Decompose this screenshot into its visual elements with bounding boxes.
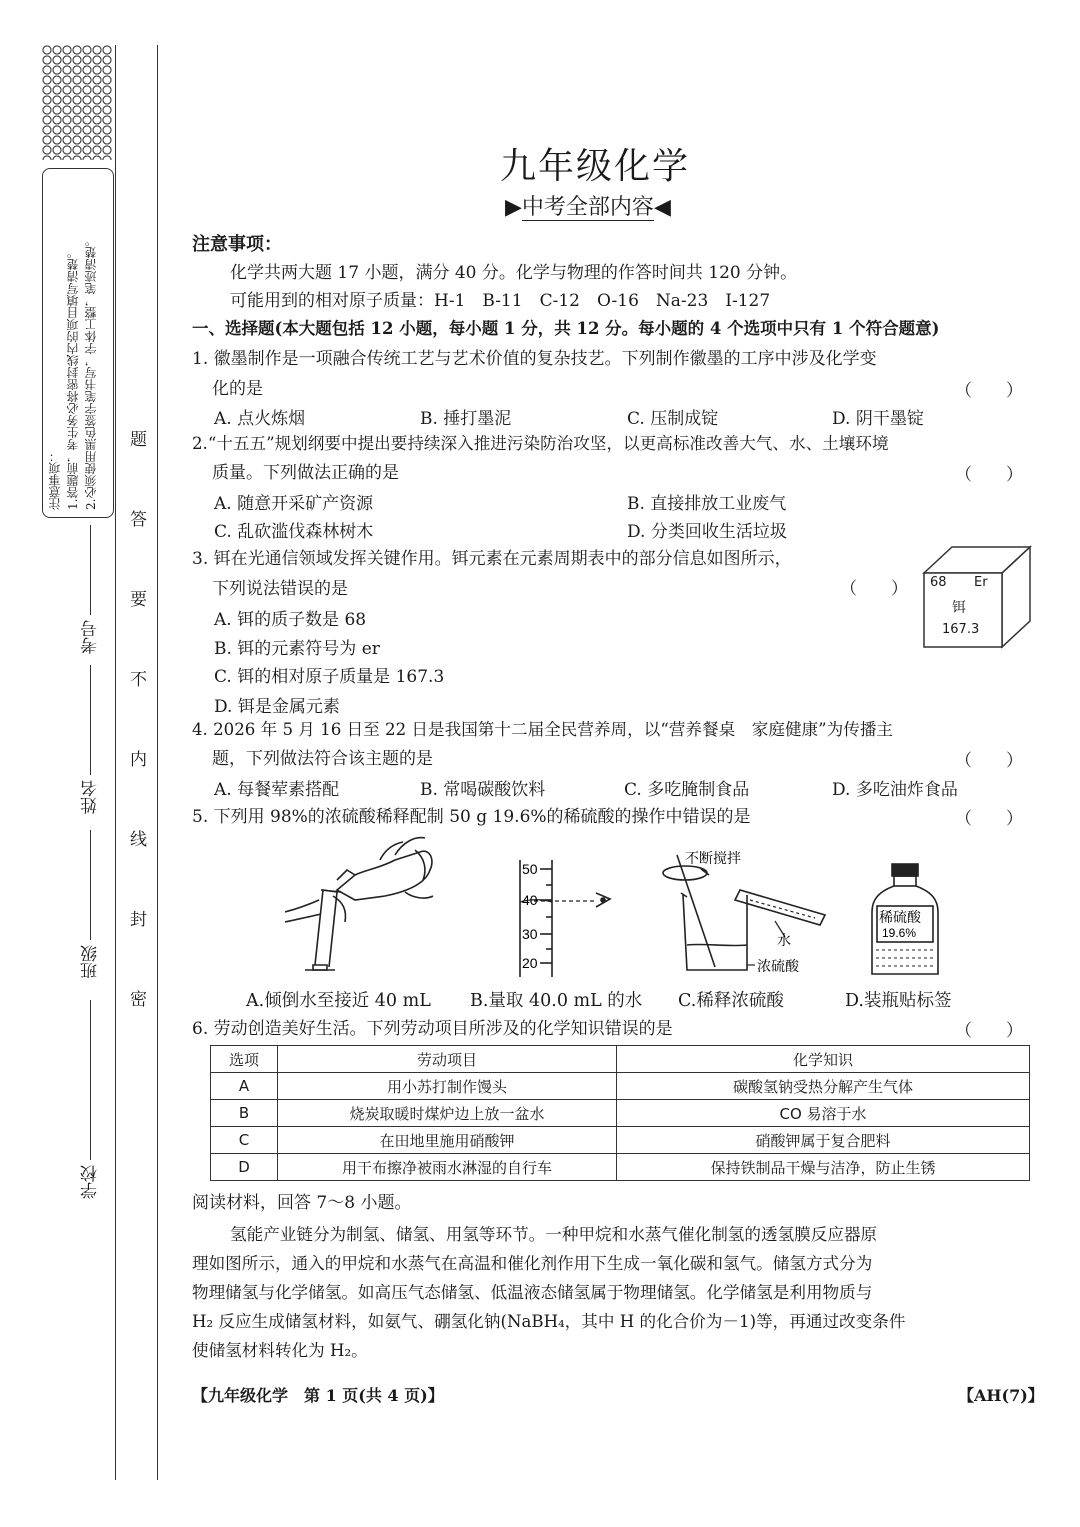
table-cell: CO 易溶于水 [617,1100,1030,1127]
element-symbol: Er [974,575,988,590]
seal-word: 不 [130,670,147,690]
q3-option-a: A. 铒的质子数是 68 [214,610,367,630]
q1-stem-line1: 1. 徽墨制作是一项融合传统工艺与艺术价值的复杂技艺。下列制作徽墨的工序中涉及化学变 [192,349,877,369]
table-row [211,1127,1030,1154]
notice-heading: 注意事项： [192,234,282,255]
reading-intro: 阅读材料，回答 7～8 小题。 [192,1193,412,1213]
field-class-line[interactable] [90,830,91,940]
q1-option-d: D. 阴干墨锭 [832,409,924,429]
q3-option-c: C. 铒的相对原子质量是 167.3 [214,667,445,687]
cylinder-tick-label: 40 [522,892,538,908]
field-name-label: 姓名 [81,780,101,814]
q2-stem-line2: 质量。下列做法正确的是 [212,463,399,483]
cylinder-tick-label: 30 [522,926,538,942]
q1-option-a: A. 点火炼烟 [214,409,306,429]
q4-option-d: D. 多吃油炸食品 [832,780,958,800]
cylinder-reading-illustration [510,855,640,980]
seal-word: 题 [130,430,147,450]
q5-answer-blank[interactable]: （ ） [955,809,1023,829]
notes-title: 注意事项： [48,450,62,510]
table-header-row [211,1046,1030,1073]
table-cell: D [211,1154,278,1181]
table-cell: 保持铁制品干燥与洁净，防止生锈 [617,1154,1030,1181]
q2-option-a: A. 随意开采矿产资源 [214,494,374,514]
q5-caption-c: C.稀释浓硫酸 [678,991,784,1011]
field-id-line[interactable] [90,525,91,615]
q3-stem-line2: 下列说法错误的是 [212,579,348,599]
notice-line-2: 可能用到的相对原子质量：H-1 B-11 C-12 O-16 Na-23 I-127 [230,291,771,311]
water-label: 水 [777,933,791,949]
q1-option-c: C. 压制成锭 [627,409,719,429]
reading-line-1: 氢能产业链分为制氢、储氢、用氢等环节。一种甲烷和水蒸气催化制氢的透氢膜反应器原 [230,1225,878,1244]
dilution-illustration [655,845,835,980]
table-cell: C [211,1127,278,1154]
reading-line-4: H₂ 反应生成储氢材料，如氨气、硼氢化钠(NaBH₄，其中 H 的化合价为－1)等，再通过改变条件 [192,1312,906,1331]
q2-option-c: C. 乱砍滥伐森林树木 [214,522,374,542]
table-header: 化学知识 [617,1046,1030,1073]
decorative-circles [42,45,112,160]
q2-stem-line1: 2.“十五五”规划纲要中提出要持续深入推进污染防治攻坚，以更高标准改善大气、水、土壤环境 [192,434,889,453]
table-cell: 硝酸钾属于复合肥料 [617,1127,1030,1154]
bottle-label-concentration: 19.6% [882,926,917,940]
q3-stem-line1: 3. 铒在光通信领域发挥关键作用。铒元素在元素周期表中的部分信息如图所示， [192,549,792,569]
reading-line-2: 理如图所示，通入的甲烷和水蒸气在高温和催化剂作用下生成一氧化碳和氢气。储氢方式分为 [192,1254,873,1273]
seal-word: 线 [130,830,147,850]
q3-option-b: B. 铒的元素符号为 er [214,639,380,659]
q5-caption-a: A.倾倒水至接近 40 mL [246,991,431,1011]
footer-code: 【AH(7)】 [958,1386,1044,1405]
q6-table [210,1045,1030,1181]
stir-label: 不断搅拌 [685,851,741,867]
note-1: 1.答题前，考生务必将密封线内的项目填写清楚。 [66,246,80,510]
q6-answer-blank[interactable]: （ ） [955,1021,1023,1041]
element-name: 铒 [952,600,966,616]
q5-caption-d: D.装瓶贴标签 [845,991,952,1011]
table-row [211,1100,1030,1127]
field-name-line[interactable] [90,665,91,775]
acid-label: 浓硫酸 [757,959,799,975]
q4-answer-blank[interactable]: （ ） [955,751,1023,771]
triangle-right-icon: ▶ [505,195,522,220]
q1-stem-line2: 化的是 [212,379,263,399]
q4-stem-line2: 题，下列做法符合该主题的是 [212,749,433,769]
q2-answer-blank[interactable]: （ ） [955,465,1023,485]
table-cell: 用小苏打制作馒头 [278,1073,617,1100]
footer-page-info: 【九年级化学 第 1 页(共 4 页)】 [192,1386,444,1405]
element-cell-figure [922,545,1032,650]
seal-word: 密 [130,990,147,1010]
q6-stem: 6. 劳动创造美好生活。下列劳动项目所涉及的化学知识错误的是 [192,1019,673,1039]
table-row [211,1154,1030,1181]
seal-word: 内 [130,750,147,770]
notice-line-1: 化学共两大题 17 小题，满分 40 分。化学与物理的作答时间共 120 分钟。 [230,263,798,283]
cylinder-tick-label: 50 [522,861,538,877]
element-mass: 167.3 [942,622,980,637]
reagent-bottle-illustration [868,862,943,980]
seal-word: 答 [130,510,147,530]
table-cell: B [211,1100,278,1127]
element-number: 68 [930,575,947,590]
q1-option-b: B. 捶打墨泥 [420,409,512,429]
table-row [211,1073,1030,1100]
q5-stem: 5. 下列用 98%的浓硫酸稀释配制 50 g 19.6%的稀硫酸的操作中错误的是 [192,807,751,827]
table-header: 选项 [211,1046,278,1073]
subtitle-text: 中考全部内容 [521,195,654,220]
field-school-label: 学校 [81,1165,101,1199]
q2-option-b: B. 直接排放工业废气 [627,494,787,514]
note-2: 2.必须使用黑色签字笔书写，字体工整，笔迹清楚。 [84,234,98,510]
triangle-left-icon: ◀ [653,195,671,220]
reading-line-5: 使储氢材料转化为 H₂。 [192,1341,368,1360]
q5-caption-b: B.量取 40.0 mL 的水 [470,991,643,1011]
table-cell: 在田地里施用硝酸钾 [278,1127,617,1154]
field-school-line[interactable] [90,1000,91,1160]
q4-option-b: B. 常喝碳酸饮料 [420,780,546,800]
table-cell: 用干布擦净被雨水淋湿的自行车 [278,1154,617,1181]
page-subtitle [505,190,671,221]
q4-option-c: C. 多吃腌制食品 [624,780,750,800]
reading-line-3: 物理储氢与化学储氢。如高压气态储氢、低温液态储氢属于物理储氢。化学储氢是利用物质与 [192,1283,873,1302]
q3-option-d: D. 铒是金属元素 [214,697,340,717]
table-header: 劳动项目 [278,1046,617,1073]
binding-line-outer [115,45,116,1480]
q1-answer-blank[interactable]: （ ） [955,381,1023,401]
q2-option-d: D. 分类回收生活垃圾 [627,522,787,542]
pouring-water-illustration [285,830,445,980]
field-class-label: 班级 [81,945,101,979]
field-id-label: 考号 [81,620,101,654]
bottle-label-name: 稀硫酸 [879,910,921,926]
table-cell: 碳酸氢钠受热分解产生气体 [617,1073,1030,1100]
seal-word: 要 [130,590,147,610]
cylinder-tick-label: 20 [522,955,538,971]
binding-line-inner [157,45,158,1480]
q4-option-a: A. 每餐荤素搭配 [214,780,340,800]
seal-word: 封 [130,910,147,930]
page-title: 九年级化学 [500,146,691,187]
section-heading: 一、选择题(本大题包括 12 小题，每小题 1 分，共 12 分。每小题的 4 个选项中只有 1 个符合题意) [192,319,940,338]
q4-stem-line1: 4. 2026 年 5 月 16 日至 22 日是我国第十二届全民营养周，以“营养餐桌 家庭健康”为传播主 [192,720,894,739]
table-cell: 烧炭取暖时煤炉边上放一盆水 [278,1100,617,1127]
q3-answer-blank[interactable]: （ ） [840,579,908,599]
table-cell: A [211,1073,278,1100]
